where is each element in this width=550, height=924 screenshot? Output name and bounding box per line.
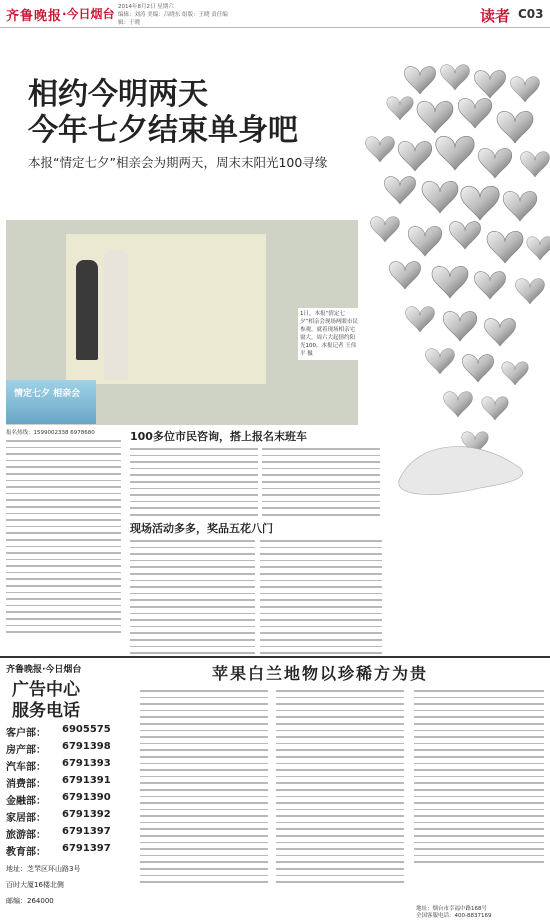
body-text-column — [262, 448, 380, 521]
ad-phone-row — [6, 792, 118, 807]
ad-phone-row — [6, 758, 118, 773]
ad-department: 金融部： — [6, 796, 46, 807]
ad-phone-row — [6, 843, 118, 858]
section-subhead: 现场活动多多，奖品五花八门 — [130, 522, 273, 535]
ad-department: 房产部： — [6, 745, 46, 756]
ad-phone-row — [6, 826, 118, 841]
meta-date: 2014年8月2日 — [118, 4, 156, 10]
ad-phone-row — [6, 741, 118, 756]
ad-department: 教育部： — [6, 847, 46, 858]
body-text-column — [140, 690, 268, 888]
ad-phone-number: 6791398 — [62, 741, 111, 752]
meta-weekday: 星期六 — [157, 4, 174, 10]
photo-caption: 1日，本报“情定七夕”相亲会现场两眼市民参观。就着现场相亲宅窗大。周六大起情约阳光100。本报记者 王伟平 摄 — [298, 308, 360, 360]
section-subhead: 100多位市民咨询，搭上报名末班车 — [130, 430, 307, 443]
ad-header: 齐鲁晚报·今日烟台 — [6, 665, 82, 675]
ad-postcode: 邮编：264000 — [6, 897, 54, 905]
ad-department: 家居部： — [6, 813, 46, 824]
body-text-column — [130, 540, 255, 659]
feature-footer — [416, 906, 546, 920]
ad-phone-number: 6791391 — [62, 775, 111, 786]
body-text-column — [130, 448, 258, 521]
feature-address: 地址：烟台市幸福中路168号 — [416, 906, 487, 912]
ad-department: 旅游部： — [6, 830, 46, 841]
ad-address-line2: 百时大厦16楼北侧 — [6, 881, 64, 889]
edition-meta — [118, 3, 228, 27]
feature-title: 苹果白兰地物以珍稀方为贵 — [212, 664, 429, 683]
newspaper-logo: 齐鲁晚报 — [6, 9, 63, 24]
feature-phone: 全国客服电话：400-8837169 — [416, 913, 492, 919]
ad-title: 广告中心 — [12, 680, 80, 700]
ad-phone-number: 6905575 — [62, 724, 111, 735]
event-banner — [6, 380, 96, 424]
ad-phone-row — [6, 809, 118, 824]
body-text-column — [276, 690, 404, 888]
ad-phone-number: 6791397 — [62, 843, 111, 854]
meta-editor: 编辑：刘涛 — [118, 12, 146, 18]
headline-line-1: 相约今明两天 — [28, 77, 208, 112]
hotline-text: 报名热线：1599002338 6978680 — [6, 430, 95, 436]
hearts-illustration — [360, 58, 550, 498]
page-number: C03 — [518, 7, 544, 21]
person-figure — [76, 260, 98, 360]
meta-designer: 美编：吕晓东 — [147, 12, 181, 18]
ad-title: 服务电话 — [12, 701, 80, 721]
reader-section-label: 读者 — [480, 7, 511, 25]
meta-layout: 组版：王晓 — [182, 12, 210, 18]
meta-chief: 责任编辑：于晓 — [118, 12, 228, 26]
ad-department: 客户部： — [6, 728, 46, 739]
ad-department: 汽车部： — [6, 762, 46, 773]
page-header — [0, 0, 550, 28]
person-figure — [104, 250, 128, 380]
section-title: ·今日烟台 — [62, 7, 115, 21]
subheadline: 本报“情定七夕”相亲会为期两天，周末末阳光100寻缘 — [28, 155, 328, 170]
ad-phone-number: 6791392 — [62, 809, 111, 820]
ad-phone-row — [6, 775, 118, 790]
ad-phone-number: 6791393 — [62, 758, 111, 769]
section-divider — [0, 656, 550, 658]
ad-department: 消费部： — [6, 779, 46, 790]
ad-phone-number: 6791390 — [62, 792, 111, 803]
banner-title: 情定七夕 相亲会 — [14, 389, 81, 399]
body-text-column — [6, 440, 121, 638]
ad-address: 地址：芝罘区环山路3号 — [6, 865, 81, 873]
headline-line-2: 今年七夕结束单身吧 — [28, 113, 298, 148]
body-text-column — [260, 540, 382, 659]
ad-phone-number: 6791397 — [62, 826, 111, 837]
body-text-column — [414, 690, 544, 868]
ad-phone-row — [6, 724, 118, 739]
